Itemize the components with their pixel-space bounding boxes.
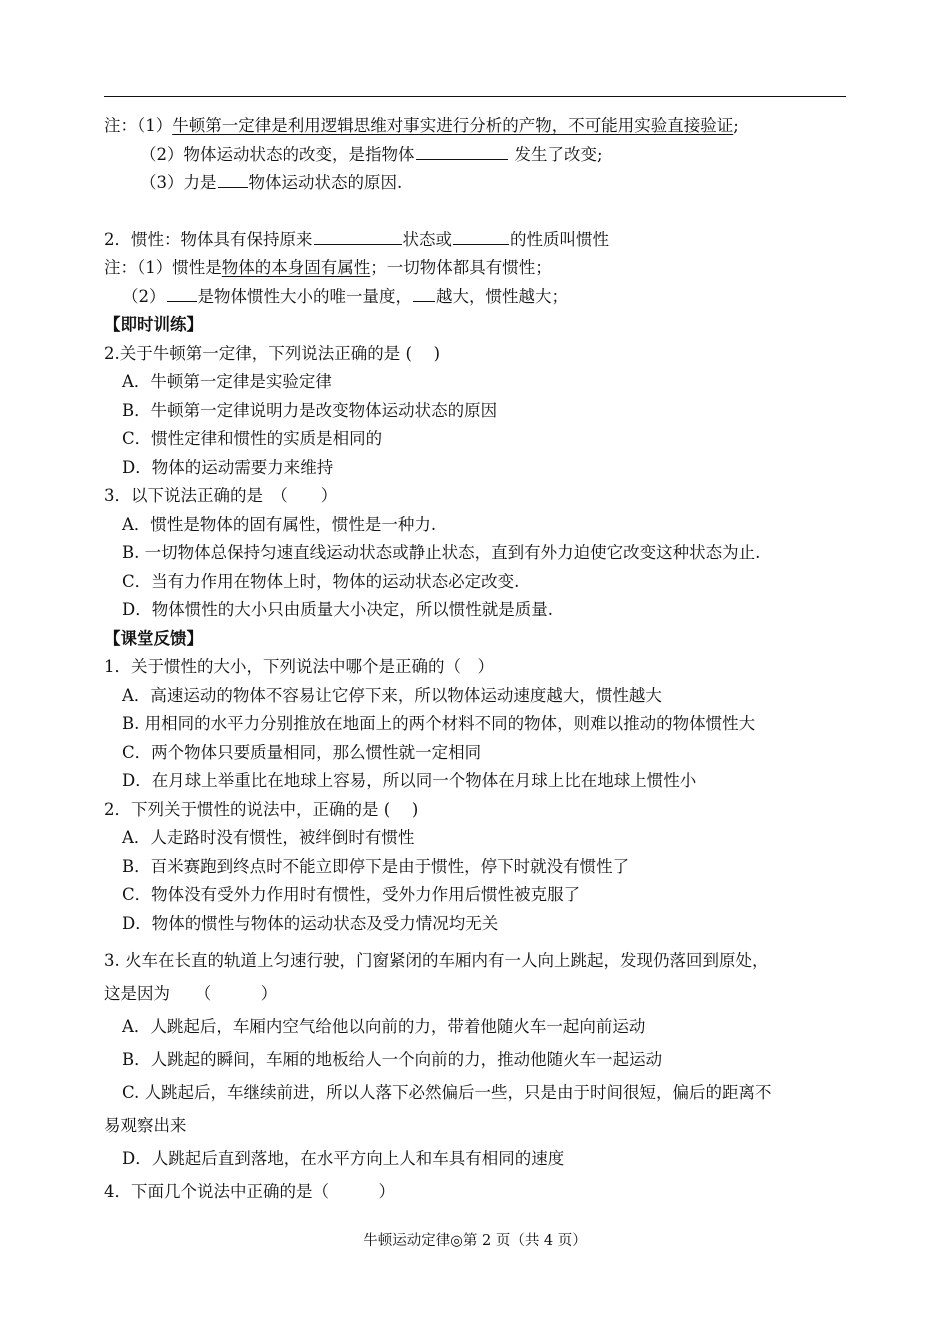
option-d: D．物体惯性的大小只由质量大小决定，所以惯性就是质量. <box>122 600 553 619</box>
option-b: B．牛顿第一定律说明力是改变物体运动状态的原因 <box>122 400 498 420</box>
question-stem: 4．下面几个说法中正确的是（ ） <box>104 1182 395 1201</box>
question-stem: 2.关于牛顿第一定律，下列说法正确的是 ( ) <box>104 343 441 363</box>
question-stem-line-2: 这是因为 （ ） <box>104 984 278 1003</box>
option-c-line-1: C. 人跳起后，车继续前进，所以人落下必然偏后一些，只是由于时间很短，偏后的距离不 <box>122 1083 772 1102</box>
option-d: D．在月球上举重比在地球上容易，所以同一个物体在月球上比在地球上惯性小 <box>122 771 697 790</box>
option-a: A．人走路时没有惯性，被绊倒时有惯性 <box>122 828 415 847</box>
note-3: （3）力是 物体运动状态的原因. <box>104 169 850 198</box>
option-a: A．惯性是物体的固有属性，惯性是一种力. <box>122 514 437 534</box>
option-c: C．当有力作用在物体上时，物体的运动状态必定改变. <box>122 571 520 591</box>
section-heading-class-feedback: 【课堂反馈】 <box>104 628 203 648</box>
question-stem: 1．关于惯性的大小，下列说法中哪个是正确的（ ） <box>104 657 494 676</box>
option-d: D．物体的惯性与物体的运动状态及受力情况均无关 <box>122 913 499 933</box>
inertia-note-1: 注：（1）惯性是物体的本身固有属性；一切物体都具有惯性； <box>104 258 552 277</box>
option-c: C．物体没有受外力作用时有惯性，受外力作用后惯性被克服了 <box>122 885 581 904</box>
fill-blank <box>167 284 197 302</box>
note-1: 注：（1）牛顿第一定律是利用逻辑思维对事实进行分析的产物，不可能用实验直接验证; <box>104 116 739 135</box>
option-c: C．两个物体只要质量相同，那么惯性就一定相同 <box>122 742 482 762</box>
question-stem-line-1: 3. 火车在长直的轨道上匀速行驶，门窗紧闭的车厢内有一人向上跳起，发现仍落回到原处， <box>104 951 769 970</box>
option-b: B．百米赛跑到终点时不能立即停下是由于惯性，停下时就没有惯性了 <box>122 856 630 876</box>
fill-blank <box>314 227 402 245</box>
underlined-phrase: 物体的本身固有属性 <box>221 258 371 277</box>
underlined-statement: 牛顿第一定律是利用逻辑思维对事实进行分析的产物，不可能用实验直接验证 <box>172 116 734 135</box>
inertia-note-2: （2） 是物体惯性大小的唯一量度， 越大，惯性越大； <box>104 283 850 312</box>
option-a: A．高速运动的物体不容易让它停下来，所以物体运动速度越大，惯性越大 <box>122 685 662 705</box>
fill-blank <box>413 284 435 302</box>
option-a: A．牛顿第一定律是实验定律 <box>122 372 332 391</box>
document-body <box>104 112 850 1208</box>
section-heading-instant-training: 【即时训练】 <box>104 315 203 334</box>
option-a: A．人跳起后，车厢内空气给他以向前的力，带着他随火车一起向前运动 <box>122 1017 646 1036</box>
header-rule <box>104 96 846 97</box>
option-b: B．人跳起的瞬间，车厢的地板给人一个向前的力，推动他随火车一起运动 <box>122 1050 663 1069</box>
option-b: B. 用相同的水平力分别推放在地面上的两个材料不同的物体，则难以推动的物体惯性大 <box>122 714 756 733</box>
option-c-line-2: 易观察出来 <box>104 1116 187 1135</box>
question-stem: 2．下列关于惯性的说法中，正确的是 ( ) <box>104 799 419 819</box>
fill-blank <box>453 227 509 245</box>
question-stem: 3．以下说法正确的是 （ ） <box>104 486 338 505</box>
page-footer: 牛顿运动定律◎第 2 页（共 4 页） <box>363 1233 587 1249</box>
inertia-definition: 2．惯性：物体具有保持原来 状态或 的性质叫惯性 <box>104 226 850 255</box>
fill-blank <box>218 170 248 188</box>
spacer <box>104 198 850 226</box>
option-c: C．惯性定律和惯性的实质是相同的 <box>122 429 383 448</box>
option-b: B. 一切物体总保持匀速直线运动状态或静止状态，直到有外力迫使它改变这种状态为止. <box>122 543 761 562</box>
note-2: （2）物体运动状态的改变，是指物体 发生了改变; <box>104 141 850 170</box>
option-d: D．物体的运动需要力来维持 <box>122 457 334 477</box>
option-d: D．人跳起后直到落地，在水平方向上人和车具有相同的速度 <box>122 1149 565 1168</box>
fill-blank <box>416 142 508 160</box>
